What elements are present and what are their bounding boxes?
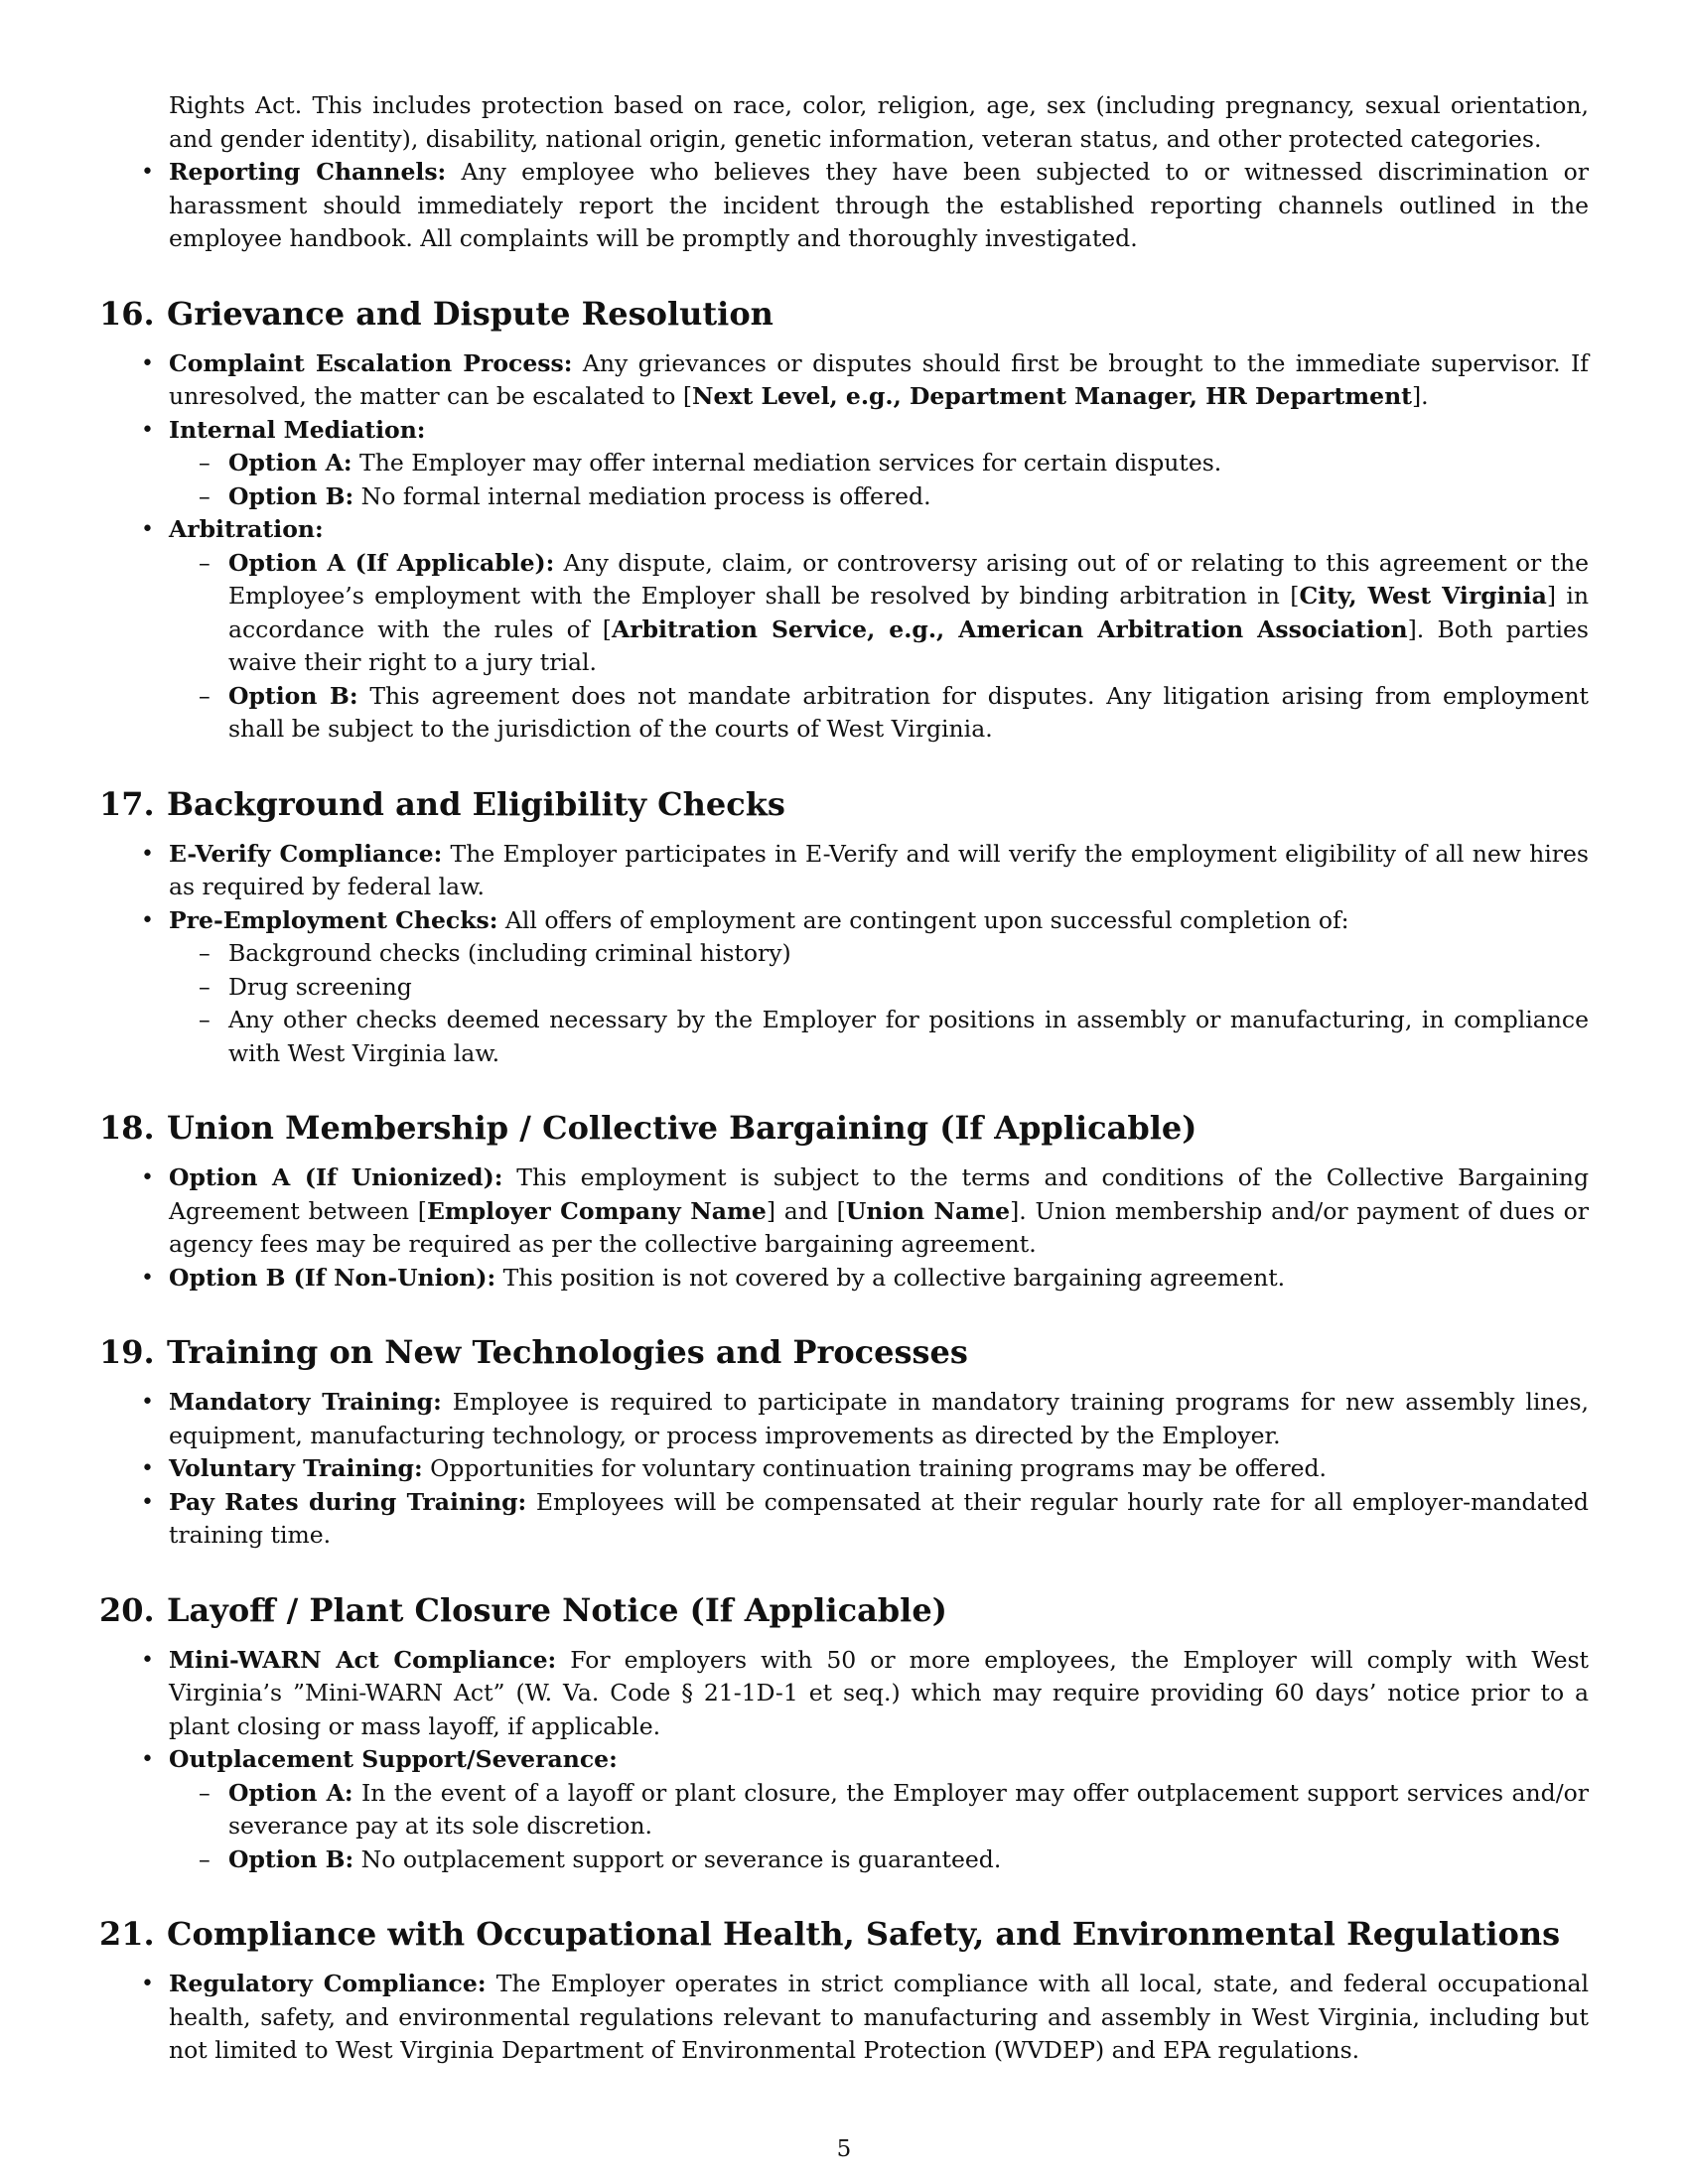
section-title: Compliance with Occupational Health, Safety, and Environmental Regulations (167, 1915, 1561, 1953)
sub-item (228, 1777, 1589, 1843)
sub-list (169, 937, 1589, 1070)
placeholder-text: Union Name (845, 1196, 1011, 1225)
section-heading (99, 1590, 1589, 1630)
section-title: Union Membership / Collective Bargaining (If Applicable) (167, 1109, 1197, 1147)
section-heading (99, 294, 1589, 334)
intro-text: Rights Act. This includes protection based on race, color, religion, age, sex (including pregnancy, sexual orientation, and gender identity), disability, national origin, genetic information, veteran status, and other protected categories. (169, 91, 1589, 153)
list-item (169, 347, 1589, 414)
bullet-text: The Employer participates in E-Verify and will verify the employment eligibility of all new hires as required by federal law. (169, 839, 1589, 900)
bullet-list (99, 1161, 1589, 1295)
option-text: No outplacement support or severance is guaranteed. (353, 1844, 1002, 1873)
section-number: 20. (99, 1590, 155, 1629)
bullet-text: ]. (1412, 382, 1429, 410)
list-item (169, 904, 1589, 1071)
section-number: 16. (99, 294, 155, 333)
section-heading (99, 1914, 1589, 1954)
bullet-list (99, 1644, 1589, 1877)
sub-list (169, 447, 1589, 513)
sub-list (169, 547, 1589, 747)
intro-bullet-list (99, 156, 1589, 256)
bullet-text: All offers of employment are contingent upon successful completion of: (497, 905, 1349, 934)
list-item (169, 838, 1589, 904)
bullet-label: Mandatory Training: (169, 1388, 442, 1416)
bullet-label: Option A (If Unionized): (169, 1163, 503, 1191)
sub-item (228, 447, 1589, 480)
option-label: Option A: (228, 449, 352, 477)
section-title: Background and Eligibility Checks (167, 784, 785, 823)
option-text: In the event of a layoff or plant closure, the Employer may offer outplacement support services and/or severance pay at its sole discretion. (228, 1778, 1589, 1840)
option-label: Option B: (228, 1844, 354, 1873)
bullet-text: Employee is required to participate in mandatory training programs for new assembly lines, equipment, manufacturing technology, or process improvements as directed by the Employer. (169, 1388, 1590, 1449)
sub-item-text: Any other checks deemed necessary by the Employer for positions in assembly or manufacturing, in compliance with West Virginia law. (228, 1006, 1589, 1067)
bullet-text: Any employee who believes they have been subjected to or witnessed discrimination or harassment should immediately report the incident through the established reporting channels outlined in the employee handbook. All complaints will be promptly and thoroughly investigated. (169, 158, 1590, 252)
section-number: 18. (99, 1109, 155, 1147)
sub-item (228, 937, 1589, 971)
list-item (169, 1644, 1589, 1744)
option-label: Option B: (228, 681, 358, 710)
intro-paragraph (99, 89, 1589, 156)
page-number: 5 (836, 2136, 852, 2162)
option-label: Option A (If Applicable): (228, 548, 555, 577)
sub-item (228, 1004, 1589, 1070)
section-heading (99, 784, 1589, 824)
section-title: Layoff / Plant Closure Notice (If Applicable) (167, 1590, 947, 1629)
document-body (99, 89, 1589, 2068)
bullet-list (99, 1968, 1589, 2068)
option-text: ] in accordance with the rules of [ (228, 582, 1589, 643)
bullet-list (99, 1386, 1589, 1553)
bullet-label: Regulatory Compliance: (169, 1970, 487, 1997)
sub-item (228, 971, 1589, 1005)
section-number: 21. (99, 1915, 155, 1953)
list-item (169, 1968, 1589, 2068)
bullet-text: For employers with 50 or more employees, the Employer will comply with West Virginia’s ”Mini-WARN Act” (W. Va. Code § 21-1D-1 et seq.) which may require providing 60 days’ notice prior to a plant closing or mass layoff, if applicable. (169, 1645, 1589, 1740)
bullet-label: Pre-Employment Checks: (169, 905, 498, 934)
list-item (169, 1486, 1589, 1553)
option-label: Option B: (228, 481, 354, 510)
list-item (169, 1743, 1589, 1876)
bullet-label: Mini-WARN Act Compliance: (169, 1645, 557, 1674)
bullet-list (99, 838, 1589, 1071)
section-heading (99, 1332, 1589, 1372)
bullet-label: Complaint Escalation Process: (169, 348, 573, 377)
placeholder-text: Arbitration Service, e.g., American Arbitration Association (611, 614, 1408, 643)
sub-item-text: Drug screening (228, 972, 412, 1001)
option-label: Option A: (228, 1778, 353, 1807)
sub-list (169, 1777, 1589, 1877)
placeholder-text: Next Level, e.g., Department Manager, HR Department (692, 382, 1413, 410)
bullet-text: Any grievances or disputes should first be brought to the immediate supervisor. If unresolved, the matter can be escalated to [ (169, 348, 1589, 410)
bullet-label: Internal Mediation: (169, 415, 426, 444)
bullet-label: Pay Rates during Training: (169, 1487, 527, 1516)
list-item (169, 156, 1589, 256)
bullet-text: This employment is subject to the terms and conditions of the Collective Bargaining Agreement between [ (169, 1163, 1589, 1225)
placeholder-text: City, West Virginia (1299, 582, 1547, 610)
bullet-text: ]. Union membership and/or payment of dues or agency fees may be required as per the collective bargaining agreement. (169, 1196, 1590, 1258)
option-text: The Employer may offer internal mediation services for certain disputes. (352, 449, 1222, 477)
bullet-text: ] and [ (766, 1196, 846, 1225)
section-number: 19. (99, 1333, 155, 1371)
bullet-label: E-Verify Compliance: (169, 839, 443, 868)
bullet-label: Voluntary Training: (169, 1454, 423, 1482)
bullet-label: Reporting Channels: (169, 158, 447, 186)
bullet-text: This position is not covered by a collective bargaining agreement. (495, 1263, 1286, 1292)
bullet-list (99, 347, 1589, 747)
sub-item-text: Background checks (including criminal history) (228, 939, 791, 967)
sub-item (228, 1843, 1589, 1877)
list-item (169, 1386, 1589, 1452)
section-number: 17. (99, 784, 155, 823)
bullet-label: Arbitration: (169, 515, 324, 543)
list-item (169, 1161, 1589, 1262)
list-item (169, 1262, 1589, 1296)
bullet-text: The Employer operates in strict compliance with all local, state, and federal occupational health, safety, and environmental regulations relevant to manufacturing and assembly in West Virginia, including but not limited to West Virginia Department of Environmental Protection (WVDEP) and EPA regulations. (169, 1970, 1589, 2064)
section-title: Training on New Technologies and Processes (167, 1333, 968, 1371)
section-heading (99, 1108, 1589, 1148)
bullet-label: Outplacement Support/Severance: (169, 1745, 618, 1773)
section-title: Grievance and Dispute Resolution (167, 294, 774, 333)
option-text: No formal internal mediation process is offered. (353, 481, 931, 510)
sub-item (228, 480, 1589, 514)
list-item (169, 414, 1589, 514)
option-text: This agreement does not mandate arbitration for disputes. Any litigation arising from employment shall be subject to the jurisdiction of the courts of West Virginia. (228, 681, 1589, 743)
option-text: Any dispute, claim, or controversy arising out of or relating to this agreement or the Employee’s employment with the Employer shall be resolved by binding arbitration in [ (228, 548, 1589, 610)
option-text: ]. Both parties waive their right to a jury trial. (228, 614, 1589, 676)
bullet-text: Opportunities for voluntary continuation training programs may be offered. (422, 1454, 1327, 1482)
bullet-label: Option B (If Non-Union): (169, 1263, 496, 1292)
list-item (169, 1452, 1589, 1486)
sub-item (228, 680, 1589, 747)
bullet-text: Employees will be compensated at their regular hourly rate for all employer-mandated training time. (169, 1487, 1589, 1549)
list-item (169, 513, 1589, 747)
sub-item (228, 547, 1589, 680)
placeholder-text: Employer Company Name (426, 1196, 767, 1225)
